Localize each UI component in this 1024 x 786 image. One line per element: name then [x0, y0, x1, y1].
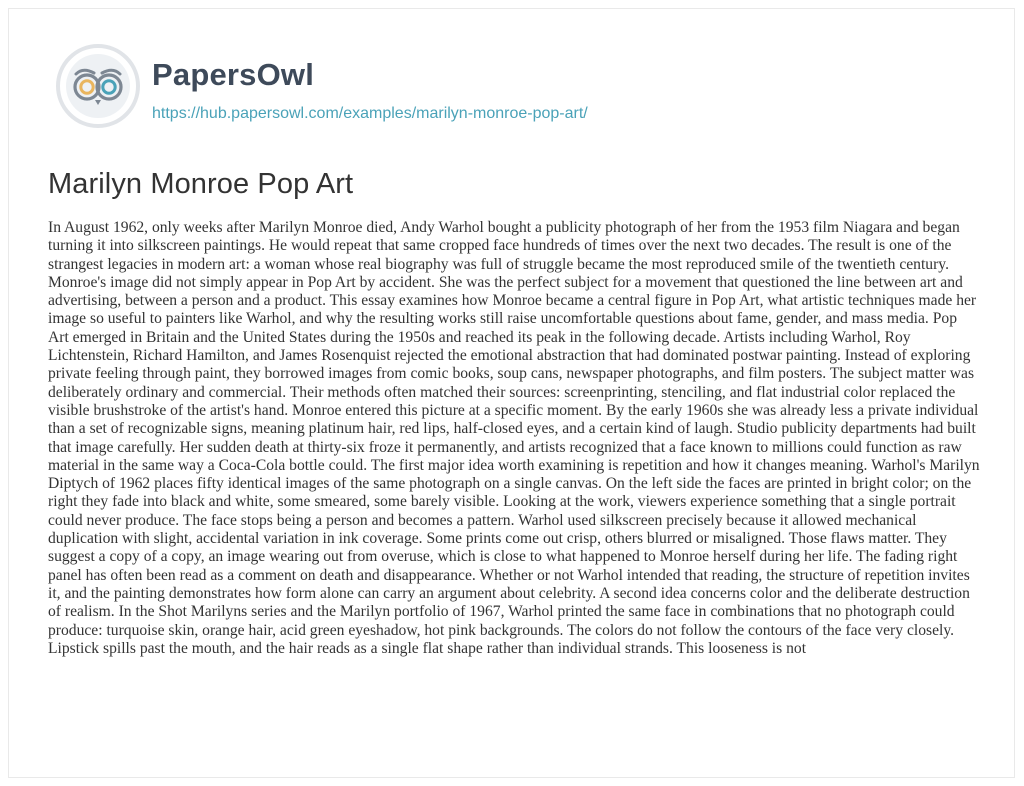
- brand-name: PapersOwl: [152, 57, 315, 92]
- essay-title: Marilyn Monroe Pop Art: [48, 168, 354, 200]
- source-url-link[interactable]: https://hub.papersowl.com/examples/marilyn-monroe-pop-art/: [152, 105, 588, 122]
- owl-logo-icon: [50, 38, 146, 134]
- essay-body: In August 1962, only weeks after Marilyn Monroe died, Andy Warhol bought a publicity photograph of her from the 1953 film Niagara and began turning it into silkscreen paintings. He would repeat that same cropped face hundreds of times over the next two decades. The result is one of the strangest legacies in modern art: a woman whose real biography was full of struggle became the most reproduced smile of the twentieth century. Monroe's image did not simply appear in Pop Art by accident. She was the perfect subject for a movement that questioned the line between art and advertising, between a person and a product. This essay examines how Monroe became a central figure in Pop Art, what artistic techniques made her image so useful to painters like Warhol, and why the resulting works still raise uncomfortable questions about fame, gender, and mass media. Pop Art emerged in Britain and the United States during the 1950s and reached its peak in the following decade. Artists including Warhol, Roy Lichtenstein, Richard Hamilton, and James Rosenquist rejected the emotional abstraction that had dominated postwar painting. Instead of exploring private feeling through paint, they borrowed images from comic books, soup cans, newspaper photographs, and film posters. The subject matter was deliberately ordinary and commercial. Their methods often matched their sources: screenprinting, stenciling, and flat industrial color replaced the visible brushstroke of the artist's hand. Monroe entered this picture at a specific moment. By the early 1960s she was already less a private individual than a set of recognizable signs, meaning platinum hair, red lips, half-closed eyes, and a certain kind of laugh. Studio publicity departments had built that image carefully. Her sudden death at thirty-six froze it permanently, and artists recognized that a face known to millions could function as raw material in the same way a Coca-Cola bottle could. The first major idea worth examining is repetition and how it changes meaning. Warhol's Marilyn Diptych of 1962 places fifty identical images of the same photograph on a single canvas. On the left side the faces are printed in bright color; on the right they fade into black and white, some smeared, some barely visible. Looking at the work, viewers experience something that a single portrait could never produce. The face stops being a person and becomes a pattern. Warhol used silkscreen precisely because it allowed mechanical duplication with slight, accidental variation in ink coverage. Some prints come out crisp, others blurred or misaligned. Those flaws matter. They suggest a copy of a copy, an image wearing out from overuse, which is close to what happened to Monroe herself during her life. The fading right panel has often been read as a comment on death and disappearance. Whether or not Warhol intended that reading, the structure of repetition invites it, and the painting demonstrates how form alone can carry an argument about celebrity. A second idea concerns color and the deliberate destruction of realism. In the Shot Marilyns series and the Marilyn portfolio of 1967, Warhol printed the same face in combinations that no photograph could produce: turquoise skin, orange hair, acid green eyeshadow, hot pink backgrounds. The colors do not follow the contours of the face very closely. Lipstick spills past the mouth, and the hair reads as a single flat shape rather than individual strands. This looseness is not: [48, 219, 980, 657]
- brand-block: [152, 36, 588, 123]
- site-header: [50, 36, 588, 146]
